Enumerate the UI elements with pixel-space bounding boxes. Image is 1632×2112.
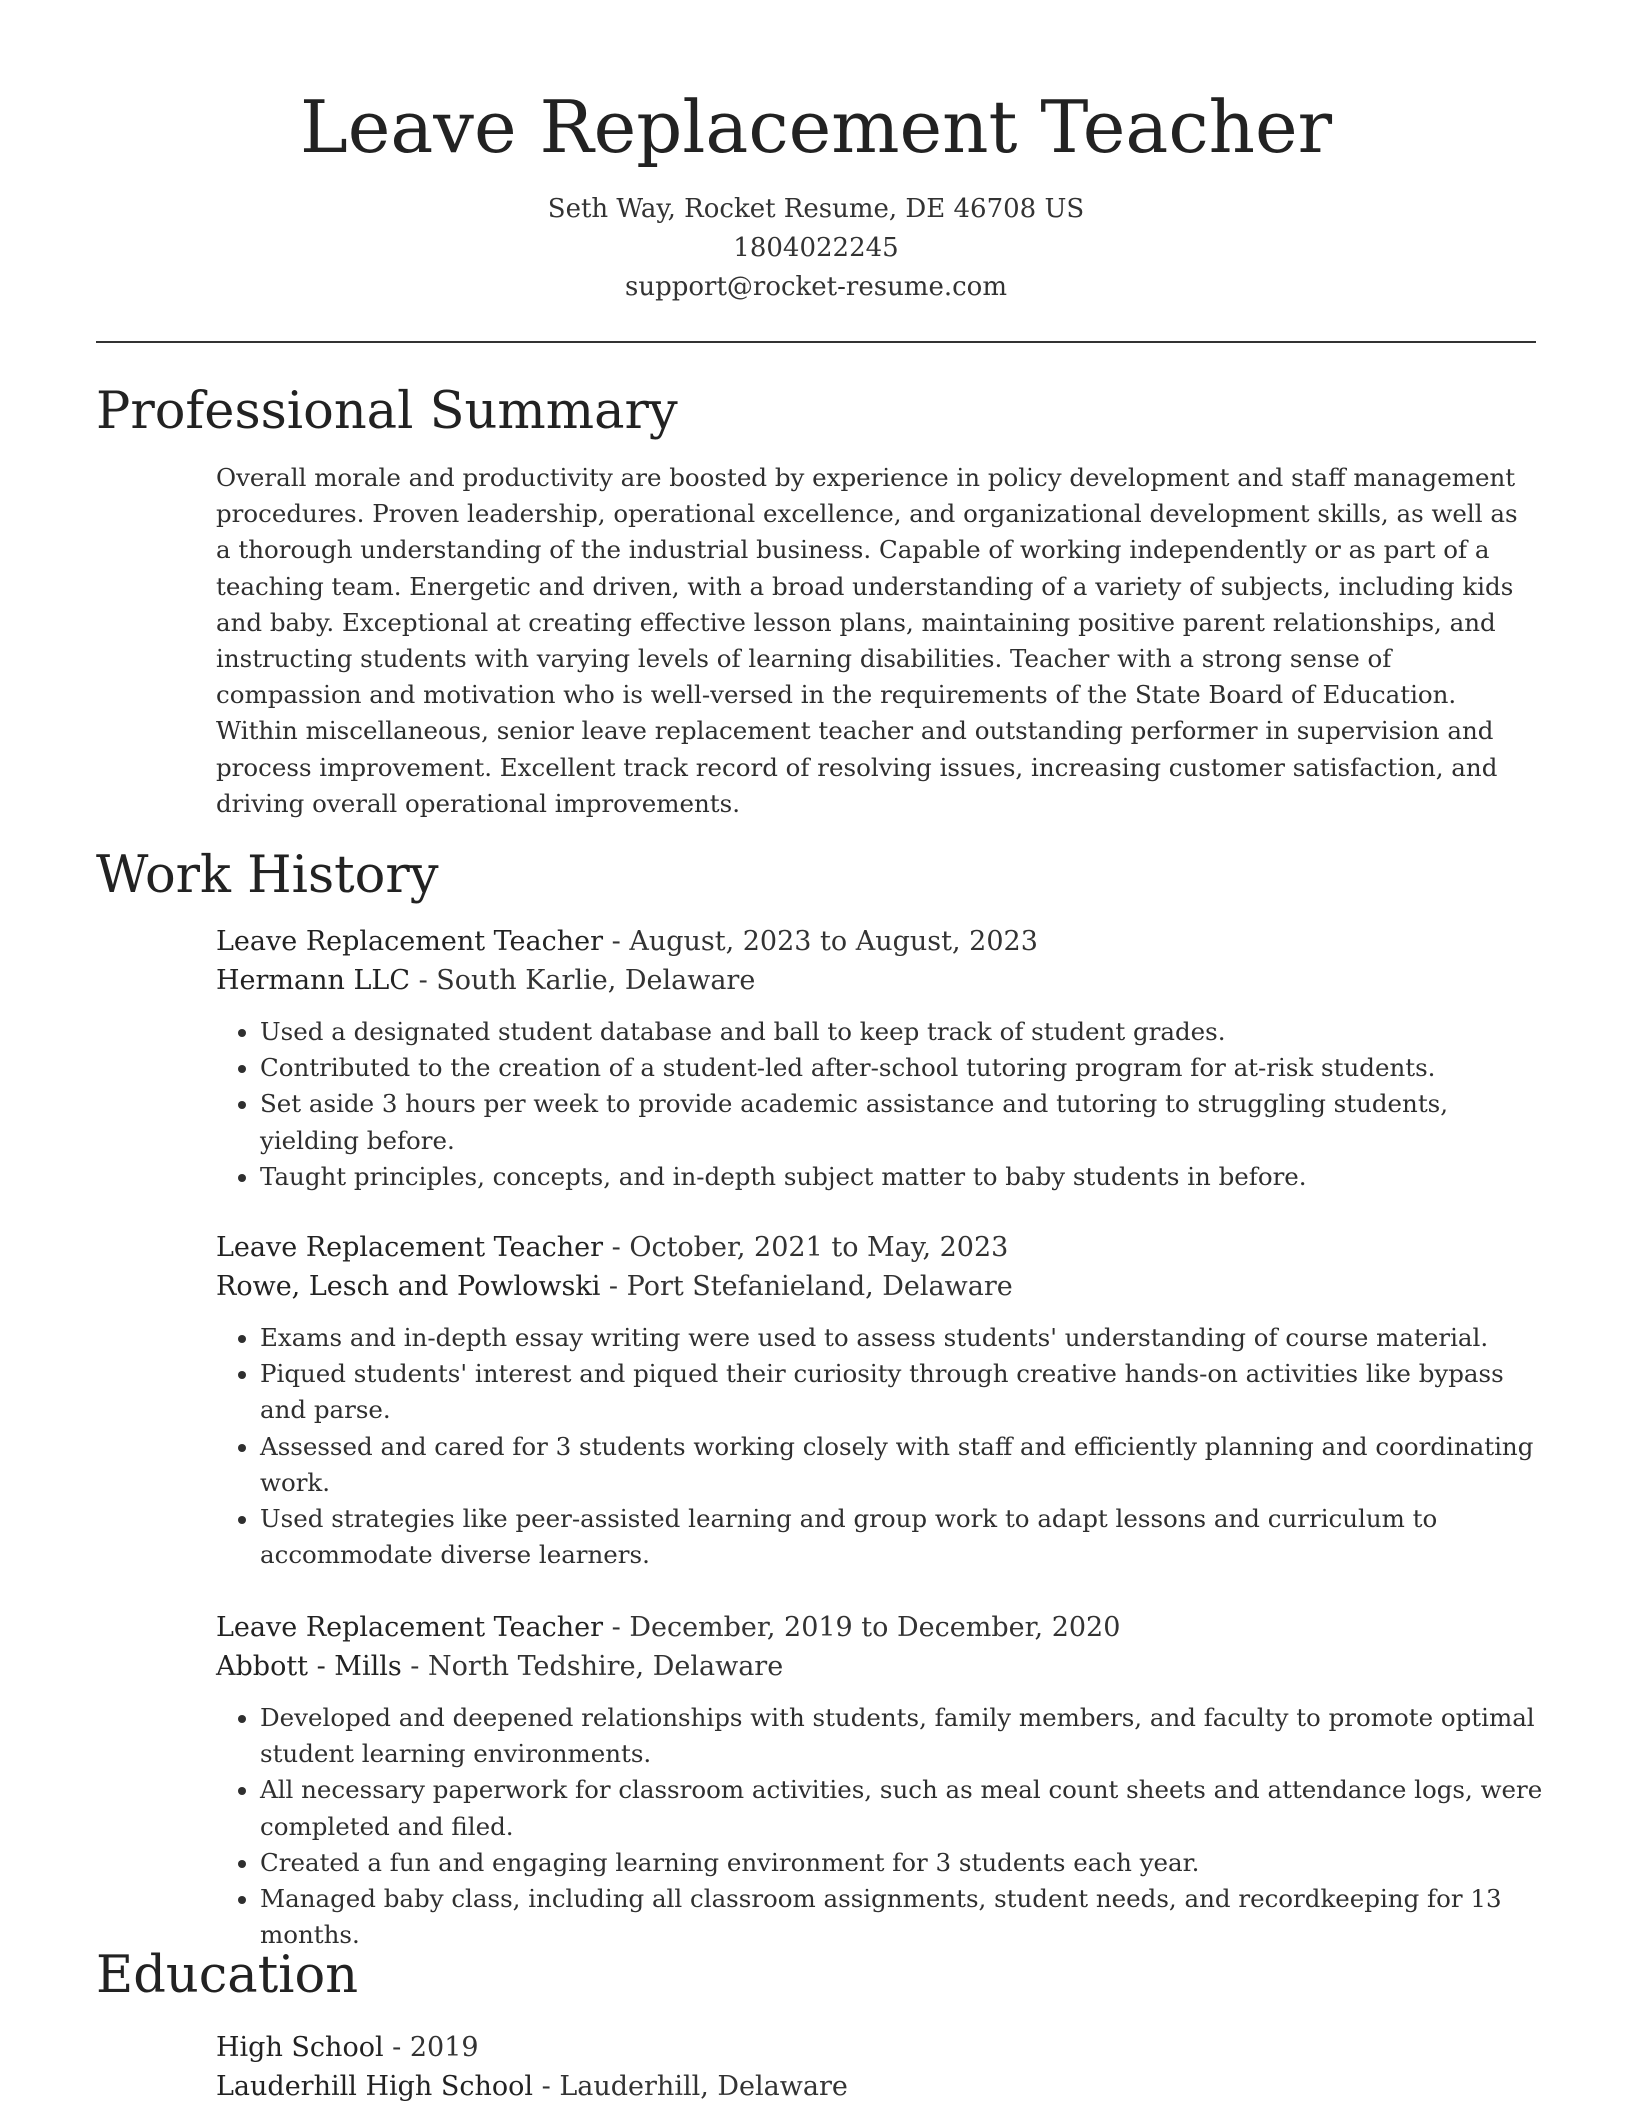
job-duty: • Taught principles, concepts, and in-depth subject matter to baby students in before.	[260, 1159, 1546, 1195]
job-duty: • Set aside 3 hours per week to provide academic assistance and tutoring to struggling students, yielding before.	[260, 1086, 1546, 1158]
header-divider	[96, 341, 1536, 343]
work-history-heading: Work History	[96, 846, 439, 905]
resume-header	[0, 78, 1632, 307]
job-dates: - October, 2021 to May, 2023	[603, 1232, 1009, 1263]
job-company: Rowe, Lesch and Powlowski	[216, 1271, 601, 1302]
education-degree: High School	[216, 2032, 384, 2063]
job-role: Leave Replacement Teacher	[216, 926, 604, 957]
job-location: - Port Stefanieland, Delaware	[600, 1271, 1013, 1302]
contact-address: Seth Way, Rocket Resume, DE 46708 US	[547, 194, 1085, 224]
education-year: - 2019	[383, 2032, 479, 2063]
summary-text: Overall morale and productivity are boosted by experience in policy development and staff management procedures. Proven leadership, operational excellence, and organizational development skills, as well as a thorough understanding of the industrial business. Capable of working independently or as part of a teaching team. Energetic and driven, with a broad understanding of a variety of subjects, including kids and baby. Exceptional at creating effective lesson plans, maintaining positive parent relationships, and instructing students with varying levels of learning disabilities. Teacher with a strong sense of compassion and motivation who is well-versed in the requirements of the State Board of Education. Within miscellaneous, senior leave replacement teacher and outstanding performer in supervision and process improvement. Excellent track record of resolving issues, increasing customer satisfaction, and driving overall operational improvements.	[216, 463, 1518, 818]
job-role: Leave Replacement Teacher	[216, 1612, 604, 1643]
contact-email: support@rocket-resume.com	[624, 272, 1007, 302]
job-duty: • Developed and deepened relationships with students, family members, and faculty to promote optimal student learning environments.	[260, 1700, 1546, 1772]
summary-heading: Professional Summary	[96, 382, 678, 441]
education-school: Lauderhill High School	[216, 2071, 534, 2102]
job-entry-3	[216, 1608, 1546, 1953]
job-title-line	[216, 1608, 1546, 1647]
job-entry-1	[216, 922, 1546, 1195]
job-company: Hermann LLC	[216, 965, 411, 996]
job-duties-list	[216, 1014, 1546, 1195]
job-duty: • Assessed and cared for 3 students working closely with staff and efficiently planning and coordinating work.	[260, 1429, 1546, 1501]
candidate-title: Leave Replacement Teacher	[299, 85, 1333, 169]
job-company-line	[216, 1267, 1546, 1306]
job-duty: • All necessary paperwork for classroom activities, such as meal count sheets and attendance logs, were completed and filed.	[260, 1772, 1546, 1844]
education-location: - Lauderhill, Delaware	[533, 2071, 848, 2102]
education-entry	[216, 2028, 1546, 2106]
contact-block	[0, 190, 1632, 307]
job-location: - North Tedshire, Delaware	[401, 1651, 784, 1682]
job-title-line	[216, 922, 1546, 961]
job-duty: • Created a fun and engaging learning environment for 3 students each year.	[260, 1845, 1546, 1881]
job-entry-2	[216, 1228, 1546, 1573]
job-duties-list	[216, 1320, 1546, 1573]
education-heading: Education	[96, 1946, 359, 2005]
job-role: Leave Replacement Teacher	[216, 1232, 604, 1263]
contact-phone: 1804022245	[733, 233, 899, 263]
job-duty: • Contributed to the creation of a student-led after-school tutoring program for at-risk students.	[260, 1050, 1546, 1086]
job-company-line	[216, 1647, 1546, 1686]
job-duty: • Used strategies like peer-assisted learning and group work to adapt lessons and curriculum to accommodate diverse learners.	[260, 1501, 1546, 1573]
education-degree-line	[216, 2028, 1546, 2067]
summary-section	[216, 460, 1536, 822]
job-location: - South Karlie, Delaware	[410, 965, 756, 996]
job-dates: - August, 2023 to August, 2023	[603, 926, 1038, 957]
job-duty: • Used a designated student database and ball to keep track of student grades.	[260, 1014, 1546, 1050]
job-duty: • Exams and in-depth essay writing were used to assess students' understanding of course material.	[260, 1320, 1546, 1356]
job-company-line	[216, 961, 1546, 1000]
job-duties-list	[216, 1700, 1546, 1953]
job-title-line	[216, 1228, 1546, 1267]
education-school-line	[216, 2067, 1546, 2106]
job-duty: • Managed baby class, including all classroom assignments, student needs, and recordkeeping for 13 months.	[260, 1881, 1546, 1953]
job-duty: • Piqued students' interest and piqued their curiosity through creative hands-on activities like bypass and parse.	[260, 1356, 1546, 1428]
job-company: Abbott - Mills	[216, 1651, 402, 1682]
job-dates: - December, 2019 to December, 2020	[603, 1612, 1121, 1643]
